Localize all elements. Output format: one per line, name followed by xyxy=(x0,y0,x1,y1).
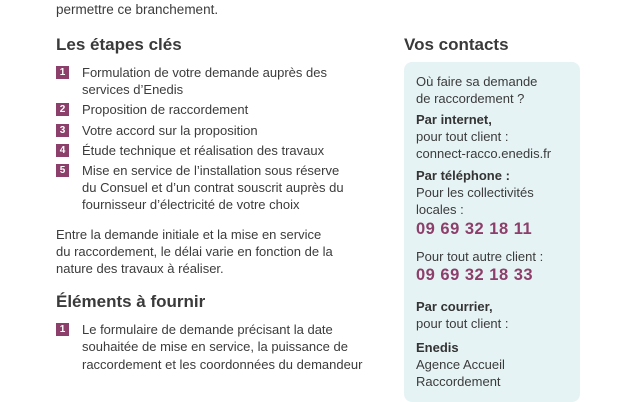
step-item xyxy=(56,122,374,139)
right-column xyxy=(404,34,580,402)
step-item xyxy=(56,142,374,159)
step-item xyxy=(56,64,374,98)
delay-paragraph xyxy=(56,226,374,278)
step-text-line: Formulation de votre demande auprès des xyxy=(82,65,327,80)
element-text-line: Le formulaire de demande précisant la date xyxy=(82,322,333,338)
steps-list xyxy=(56,64,374,214)
paragraph-line: Entre la demande initiale et la mise en service xyxy=(56,226,322,242)
step-text-line: Proposition de raccordement xyxy=(82,102,249,118)
element-text-line: souhaitée de mise en service, la puissance de xyxy=(82,339,348,355)
contact-box xyxy=(404,62,580,402)
phone-other-label: Pour tout autre client : xyxy=(416,249,544,264)
step-text-line: Étude technique et réalisation des travaux xyxy=(82,142,325,158)
address-line: Raccordement xyxy=(416,374,501,389)
phone-collectivites-line: Pour les collectivités xyxy=(416,185,534,200)
internet-label: Par internet, xyxy=(416,112,492,127)
elements-list xyxy=(56,321,374,373)
internet-audience: pour tout client : xyxy=(416,129,509,144)
contacts-title: Vos contacts xyxy=(404,35,509,54)
address-line: Agence Accueil xyxy=(416,357,505,372)
step-number-badge: 5 xyxy=(56,164,69,177)
phone-label: Par téléphone : xyxy=(416,168,510,183)
intro-text-tail: permettre ce branchement. xyxy=(56,2,219,17)
steps-title: Les étapes clés xyxy=(56,35,182,54)
step-text-line: services d’Enedis xyxy=(82,82,184,98)
phone-collectivites-line: locales : xyxy=(416,202,464,217)
left-column xyxy=(56,34,374,373)
contact-question-line: de raccordement ? xyxy=(416,91,525,106)
company-name: Enedis xyxy=(416,340,459,355)
step-text-line: Votre accord sur la proposition xyxy=(82,122,258,138)
contact-question-line: Où faire sa demande xyxy=(416,74,538,89)
step-number-badge: 1 xyxy=(56,66,69,79)
step-item xyxy=(56,101,374,118)
step-item xyxy=(56,162,374,214)
phone-number-other: 09 69 32 18 33 xyxy=(416,266,534,284)
element-number-badge: 1 xyxy=(56,323,69,336)
mail-label: Par courrier, xyxy=(416,299,493,314)
step-number-badge: 4 xyxy=(56,144,69,157)
paragraph-line: du raccordement, le délai varie en fonction de la xyxy=(56,243,333,259)
phone-number-collectivites: 09 69 32 18 11 xyxy=(416,220,533,238)
mail-audience: pour tout client : xyxy=(416,316,509,331)
internet-url: connect-racco.enedis.fr xyxy=(416,146,552,161)
step-number-badge: 2 xyxy=(56,103,69,116)
paragraph-line: nature des travaux à réaliser. xyxy=(56,261,224,277)
element-text-line: raccordement et les coordonnées du demandeur xyxy=(82,356,363,372)
step-number-badge: 3 xyxy=(56,124,69,137)
step-text-line: Mise en service de l’installation sous réserve xyxy=(82,163,340,179)
step-text-line: du Consuel et d’un contrat souscrit auprès du xyxy=(82,180,344,196)
elements-title: Éléments à fournir xyxy=(56,292,206,312)
step-text-line: fournisseur d’électricité de votre choix xyxy=(82,197,300,213)
element-item xyxy=(56,321,374,373)
